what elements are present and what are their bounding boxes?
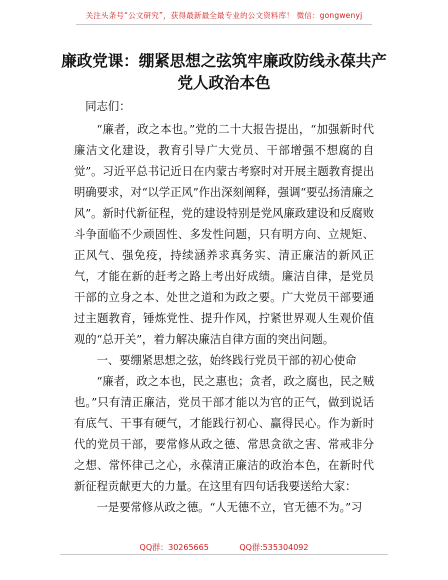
document-title: 廉政党课：绷紧思想之弦筑牢廉政防线永葆共产党人政治本色 — [61, 52, 387, 92]
header-banner: 关注头条号“公文研究”，获得最新最全最专业的公文资料库！ 微信：gongwenyj — [85, 11, 363, 20]
salutation: 同志们： — [85, 100, 131, 113]
footer — [0, 542, 448, 553]
document-body — [74, 96, 374, 518]
footer-qq-group-2: QQ群:535304092 — [239, 543, 309, 552]
footer-divider — [60, 554, 388, 555]
section-heading: 一、要绷紧思想之弦，始终践行党员干部的初心使命 — [96, 354, 357, 367]
body-paragraph: “廉者，政之本也，民之惠也；贪者，政之腐也，民之贼也。”只有清正廉洁，党员干部才能以为官的正气，做到说话有底气、干事有硬气，才能践行初心、赢得民心。作为新时代的党员干部，要常修从政之德、常思贪欲之害、常戒非分之想、常怀律己之心，永葆清正廉洁的政治本色，在新时代新征程贡献更大的力量。在这里有四句话我要送给大家： — [74, 375, 374, 493]
footer-qq-group-1: QQ群：30265665 — [139, 543, 209, 552]
body-paragraph: 一是要常修从政之德。“人无德不立，官无德不为。”习 — [96, 501, 363, 514]
header-divider — [76, 24, 372, 25]
body-paragraph: “廉者，政之本也。”党的二十大报告提出，“加强新时代廉洁文化建设，教育引导广大党员、干部增强不想腐的自觉”。习近平总书记近日在内蒙古考察时对开展主题教育提出明确要求，对“以学正风”作出深刻阐释，强调“要弘扬清廉之风”。新时代新征程，党的建设特别是党风廉政建设和反腐败斗争面临不少顽固性、多发性问题，只有明方向、立规矩、正风气、强免疫，持续涵养求真务实、清正廉洁的新风正气，才能在新的赶考之路上考出好成绩。廉洁自律，是党员干部的立身之本、处世之道和为政之要。广大党员干部要通过主题教育，锤炼党性、提升作风，拧紧世界观人生观价值观的“总开关”，着力解决廉洁自律方面的突出问题。 — [74, 123, 374, 346]
